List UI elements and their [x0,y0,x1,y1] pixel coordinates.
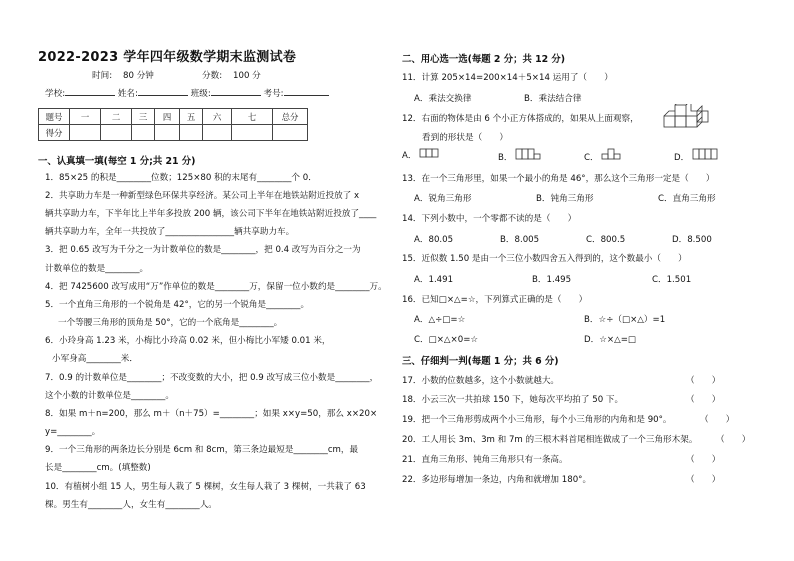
exam-no-label: 考号: [263,89,284,99]
option-c[interactable] [584,148,623,163]
option-b[interactable]: B．乘法结合律 [524,94,582,104]
name-blank[interactable] [138,86,188,96]
table-cell: 三 [132,109,155,125]
option-label: C． [584,153,599,163]
option-b[interactable]: B．☆÷（□×△）=1 [584,315,666,325]
grid-shape-icon [419,148,441,158]
judge-question: 19．把一个三角形剪成两个小三角形，每个小三角形的内角和是 90°。 [402,415,672,425]
option-c[interactable]: C．1.501 [652,275,692,285]
table-cell: 六 [203,109,232,125]
class-label: 班级: [190,89,211,99]
time-label: 时间: [92,71,113,81]
table-cell: 四 [155,109,180,125]
score-value: 100 分 [233,71,261,81]
option-d[interactable] [674,148,718,163]
score-cell[interactable] [180,125,203,141]
score-table-score-row [39,125,308,141]
score-cell[interactable] [273,125,308,141]
judge-question: 18．小云三次一共拍球 150 下，她每次平均拍了 50 下。 [402,395,624,405]
option-a[interactable]: A．△÷□=☆ [414,315,466,325]
score-table [38,108,308,141]
option-label: A． [402,151,417,161]
section1-heading: 一、认真填一填(每空 1 分;共 21 分) [38,156,196,167]
question-line: 1．85×25 的积是________位数；125×80 积的末尾有________个 0． [45,173,317,183]
question-line: 计数单位的数是________。 [45,264,149,274]
class-blank[interactable] [211,86,261,96]
question-line: 长是________cm。(填整数) [45,463,151,473]
section3-heading: 三、仔细判一判(每题 1 分；共 6 分) [402,356,559,367]
score-info [202,69,261,81]
option-c[interactable]: C．800.5 [586,235,626,245]
question-line: 10．有植树小组 15 人，男生每人栽了 5 棵树，女生每人栽了 3 棵树，一共栽了 63 [45,482,366,492]
school-label: 学校: [45,89,66,99]
score-cell[interactable] [70,125,101,141]
exam-no-blank[interactable] [284,86,329,96]
option-label: D． [674,153,690,163]
table-cell: 总分 [273,109,308,125]
table-cell: 五 [180,109,203,125]
question-line: 7．0.9 的计数单位是________；不改变数的大小，把 0.9 改写成三位小数是________， [45,373,379,383]
question-line: 这个小数的计数单位是________。 [45,391,174,401]
grid-shape-icon [601,148,623,160]
option-a[interactable]: A．1.491 [414,275,454,285]
table-cell: 二 [101,109,132,125]
question-line: 2．共享助力车是一种新型绿色环保共享经济。某公司上半年在地铁站附近投放了 x [45,191,360,201]
question-13: 13．在一个三角形里，如果一个最小的角是 46°，那么这个三角形一定是（ ） [402,174,715,184]
time-value: 80 分钟 [123,71,154,81]
score-label: 分数: [202,71,223,81]
score-cell[interactable] [232,125,273,141]
question-line: 6．小玲身高 1.23 米，小梅比小玲高 0.02 米，但小梅比小军矮 0.01 米， [45,336,331,346]
score-cell[interactable] [101,125,132,141]
question-line: 9．一个三角形的两条边长分别是 6cm 和 8cm，第三条边最短是________cm，最 [45,445,359,455]
answer-paren[interactable]: （ ） [716,435,751,445]
option-b[interactable] [498,148,541,163]
question-line: 5．一个直角三角形的一个锐角是 42°，它的另一个锐角是________。 [45,300,310,310]
question-line: 小军身高________米． [52,354,138,364]
judge-question: 17．小数的位数越多，这个小数就越大。 [402,376,560,386]
option-d[interactable]: D．8.500 [672,235,712,245]
option-b[interactable]: B．钝角三角形 [536,194,594,204]
name-label: 姓名: [117,89,138,99]
question-line: 3．把 0.65 改写为千分之一为计数单位的数是________，把 0.4 改写为百分之一为 [45,245,361,255]
time-info [92,69,154,81]
option-a[interactable]: A．80.05 [414,235,454,245]
answer-paren[interactable]: （ ） [686,376,721,386]
student-info-line [45,86,329,99]
question-line: 8．如果 m＋n=200，那么 m＋（n＋75）=________；如果 x×y=50，那么 x×20× [45,409,378,419]
table-cell: 题号 [39,109,70,125]
score-cell[interactable] [203,125,232,141]
score-cell[interactable] [132,125,155,141]
answer-paren[interactable]: （ ） [686,455,721,465]
judge-question: 22．多边形每增加一条边，内角和就增加 180°。 [402,475,592,485]
section2-heading: 二、用心选一选(每题 2 分；共 12 分) [402,54,566,65]
question-12: 12．右面的物体是由 6 个小正方体搭成的，如果从上面观察， [402,114,639,124]
question-15: 15．近似数 1.50 是由一个三位小数四舍五入得到的，这个数最小（ ） [402,254,687,264]
option-a[interactable] [402,148,441,161]
question-line: 一个等腰三角形的顶角是 50°，它的一个底角是________。 [58,318,283,328]
cube-stack-figure [662,104,710,132]
option-a[interactable]: A．锐角三角形 [414,194,472,204]
option-b[interactable]: B．1.495 [532,275,572,285]
option-c[interactable]: C．□×△×0=☆ [414,335,479,345]
table-cell: 七 [232,109,273,125]
grid-shape-icon [515,148,541,160]
grid-shape-icon [692,148,718,160]
question-line: y=________。 [45,427,101,437]
question-line: 辆共享助力车，下半年比上半年多投放 200 辆，该公司下半年在地铁站附近投放了____ [45,209,377,219]
option-a[interactable]: A．乘法交换律 [414,94,472,104]
option-b[interactable]: B．8.005 [500,235,540,245]
table-cell: 得分 [39,125,70,141]
answer-paren[interactable]: （ ） [686,475,721,485]
table-cell: 一 [70,109,101,125]
score-cell[interactable] [155,125,180,141]
exam-title: 2022-2023 学年四年级数学期末监测试卷 [38,50,297,65]
question-16: 16．已知□×△=☆，下列算式正确的是（ ） [402,295,588,305]
judge-question: 20．工人用长 3m、3m 和 7m 的三根木料首尾相连做成了一个三角形木架。 [402,435,698,445]
question-line: 4．把 7425600 改写成用“万”作单位的数是________万，保留一位小数约是________万。 [45,282,387,292]
answer-paren[interactable]: （ ） [700,415,735,425]
option-c[interactable]: C．直角三角形 [658,194,716,204]
judge-question: 21．直角三角形、钝角三角形只有一条高。 [402,455,568,465]
school-blank[interactable] [65,86,115,96]
question-14: 14．下列小数中，一个零都不读的是（ ） [402,214,577,224]
score-table-header-row [39,109,308,125]
question-line: 辆共享助力车，全年一共投放了________________辆共享助力车。 [45,227,295,237]
question-11: 11．计算 205×14=200×14＋5×14 运用了（ ） [402,73,613,83]
answer-paren[interactable]: （ ） [686,395,721,405]
option-d[interactable]: D．☆×△=□ [584,335,637,345]
option-label: B． [498,153,513,163]
question-line: 棵。男生有________人，女生有________人。 [45,500,217,510]
question-12-cont: 看到的形状是（ ） [422,133,508,143]
